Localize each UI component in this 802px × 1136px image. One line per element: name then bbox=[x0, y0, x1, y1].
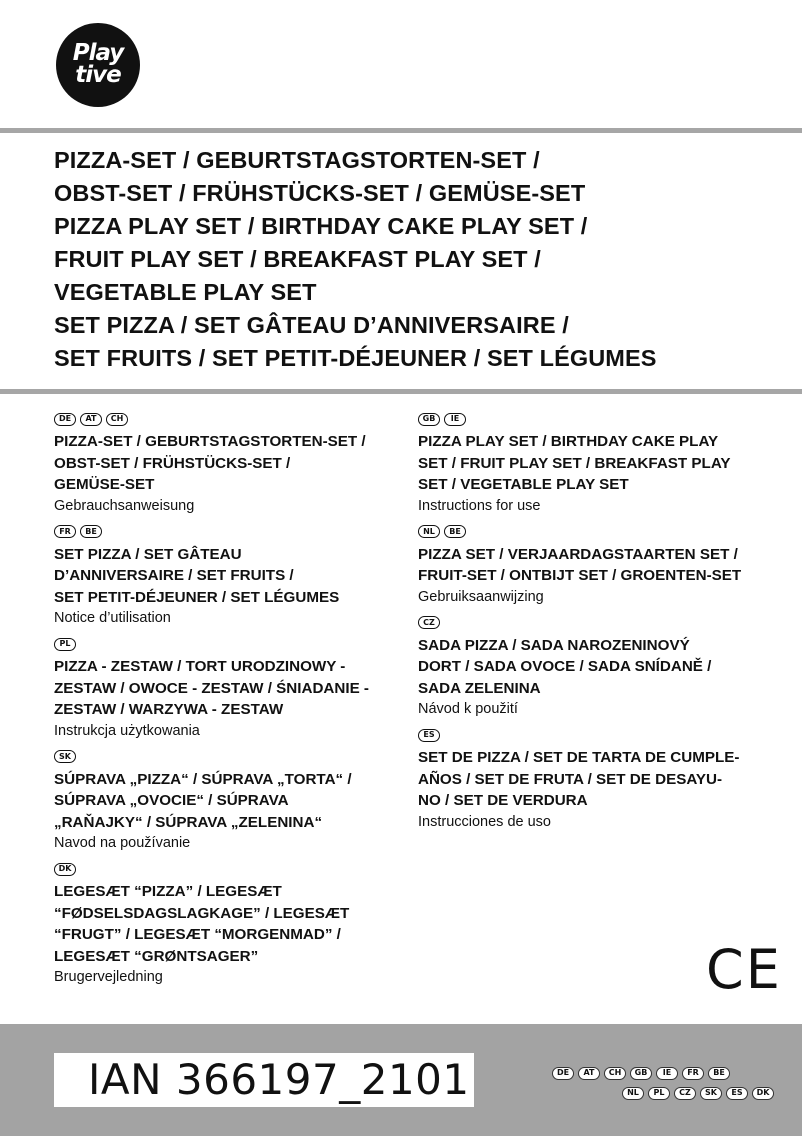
country-badges bbox=[54, 860, 414, 878]
top-divider bbox=[0, 128, 802, 133]
section-title-line: DORT / SADA OVOCE / SADA SNÍDANĚ / bbox=[418, 658, 712, 675]
section-title-line: PIZZA - ZESTAW / TORT URODZINOWY - bbox=[54, 658, 346, 675]
language-section bbox=[418, 614, 788, 721]
section-title-line: OBST-SET / FRÜHSTÜCKS-SET / bbox=[54, 454, 291, 472]
section-title-line: SADA ZELENINA bbox=[418, 679, 541, 697]
country-badge: FR bbox=[682, 1067, 704, 1080]
title-line: FRUIT PLAY SET / BREAKFAST PLAY SET / bbox=[54, 246, 541, 272]
section-subtitle: Gebrauchsanweisung bbox=[54, 497, 195, 514]
language-section bbox=[418, 726, 788, 833]
title-line: SET PIZZA / SET GÂTEAU D’ANNIVERSAIRE / bbox=[54, 312, 569, 338]
main-titles bbox=[54, 144, 794, 375]
country-badge: SK bbox=[54, 750, 76, 763]
country-badge: IE bbox=[656, 1067, 678, 1080]
section-title-line: “FRUGT” / LEGESÆT “MORGENMAD” / bbox=[54, 926, 341, 943]
country-badge: AT bbox=[578, 1067, 600, 1080]
country-badge: GB bbox=[418, 413, 440, 426]
country-badges bbox=[418, 726, 788, 744]
title-group bbox=[54, 210, 794, 309]
country-badge: FR bbox=[54, 525, 76, 538]
section-title-line: ZESTAW / WARZYWA - ZESTAW bbox=[54, 701, 284, 718]
country-badges bbox=[54, 635, 414, 653]
country-badge: CH bbox=[604, 1067, 626, 1080]
country-badge: IE bbox=[444, 413, 466, 426]
language-section bbox=[418, 410, 788, 517]
country-badge: AT bbox=[80, 413, 102, 426]
country-badge: BE bbox=[444, 525, 466, 538]
country-badge: DE bbox=[552, 1067, 574, 1080]
language-section bbox=[54, 523, 414, 630]
country-badge: SK bbox=[700, 1087, 722, 1100]
footer-badges-row-1 bbox=[552, 1063, 774, 1083]
language-section bbox=[54, 410, 414, 517]
right-column bbox=[418, 410, 788, 839]
title-line: VEGETABLE PLAY SET bbox=[54, 279, 317, 305]
section-title-line: PIZZA SET / VERJAARDAGSTAARTEN SET / bbox=[418, 545, 738, 563]
section-title-line: SET PIZZA / SET GÂTEAU bbox=[54, 545, 242, 563]
country-badges bbox=[54, 410, 414, 428]
title-line: PIZZA-SET / GEBURTSTAGSTORTEN-SET / bbox=[54, 147, 540, 173]
section-title-line: SÚPRAVA „OVOCIE“ / SÚPRAVA bbox=[54, 792, 289, 809]
section-title-line: SÚPRAVA „PIZZA“ / SÚPRAVA „TORTA“ / bbox=[54, 770, 352, 788]
country-badge: CH bbox=[106, 413, 128, 426]
section-title-line: PIZZA PLAY SET / BIRTHDAY CAKE PLAY bbox=[418, 433, 719, 450]
country-badge: DE bbox=[54, 413, 76, 426]
footer-country-badges bbox=[552, 1063, 774, 1103]
country-badges bbox=[54, 748, 414, 766]
language-section bbox=[54, 748, 414, 855]
language-section bbox=[54, 635, 414, 742]
section-title-line: NO / SET DE VERDURA bbox=[418, 792, 588, 809]
ian-box bbox=[54, 1053, 474, 1107]
country-badge: NL bbox=[622, 1087, 644, 1100]
section-subtitle: Navod na používanie bbox=[54, 835, 191, 851]
country-badges bbox=[418, 523, 788, 541]
title-line: PIZZA PLAY SET / BIRTHDAY CAKE PLAY SET / bbox=[54, 213, 588, 239]
section-title-line: LEGESÆT “PIZZA” / LEGESÆT bbox=[54, 883, 282, 900]
country-badges bbox=[418, 410, 788, 428]
section-title-line: „RAŇAJKY“ / SÚPRAVA „ZELENINA“ bbox=[54, 813, 323, 831]
title-line: OBST-SET / FRÜHSTÜCKS-SET / GEMÜSE-SET bbox=[54, 180, 586, 206]
left-column bbox=[54, 410, 414, 994]
ce-mark: CE bbox=[706, 938, 782, 1001]
logo-line-1: Play bbox=[72, 40, 124, 67]
section-title-line: SET PETIT-DÉJEUNER / SET LÉGUMES bbox=[54, 588, 340, 606]
title-group bbox=[54, 144, 794, 210]
section-subtitle: Gebruiksaanwijzing bbox=[418, 588, 544, 605]
country-badge: DK bbox=[752, 1087, 774, 1100]
section-title-line: GEMÜSE-SET bbox=[54, 476, 155, 493]
country-badge: ES bbox=[418, 729, 440, 742]
section-subtitle: Návod k použití bbox=[418, 701, 518, 717]
title-line: SET FRUITS / SET PETIT-DÉJEUNER / SET LÉGUMES bbox=[54, 345, 657, 371]
middle-divider bbox=[0, 389, 802, 394]
section-title-line: SET / VEGETABLE PLAY SET bbox=[418, 476, 629, 493]
section-title-line: D’ANNIVERSAIRE / SET FRUITS / bbox=[54, 567, 294, 584]
section-subtitle: Notice d’utilisation bbox=[54, 610, 171, 626]
country-badge: DK bbox=[54, 863, 76, 876]
language-section bbox=[418, 523, 788, 608]
ian-number: IAN 366197_2101 bbox=[88, 1055, 470, 1104]
country-badges bbox=[418, 614, 788, 632]
country-badge: GB bbox=[630, 1067, 652, 1080]
country-badge: BE bbox=[708, 1067, 730, 1080]
country-badge: CZ bbox=[674, 1087, 696, 1100]
language-section bbox=[54, 860, 414, 988]
section-title-line: “FØDSELSDAGSLAGKAGE” / LEGESÆT bbox=[54, 904, 350, 922]
country-badge: PL bbox=[54, 638, 76, 651]
country-badge: CZ bbox=[418, 616, 440, 629]
playtive-logo bbox=[56, 23, 140, 107]
country-badge: BE bbox=[80, 525, 102, 538]
section-title-line: AÑOS / SET DE FRUTA / SET DE DESAYU- bbox=[418, 770, 723, 788]
section-title-line: FRUIT-SET / ONTBIJT SET / GROENTEN-SET bbox=[418, 567, 742, 584]
footer-badges-row-2 bbox=[552, 1083, 774, 1103]
section-title-line: ZESTAW / OWOCE - ZESTAW / ŚNIADANIE - bbox=[54, 679, 369, 697]
section-subtitle: Instrukcja użytkowania bbox=[54, 722, 200, 739]
section-subtitle: Brugervejledning bbox=[54, 969, 163, 985]
section-subtitle: Instrucciones de uso bbox=[418, 813, 551, 830]
country-badge: NL bbox=[418, 525, 440, 538]
logo-line-2: tive bbox=[75, 62, 121, 88]
country-badges bbox=[54, 523, 414, 541]
section-title-line: SET DE PIZZA / SET DE TARTA DE CUMPLE- bbox=[418, 749, 740, 766]
country-badge: PL bbox=[648, 1087, 670, 1100]
section-title-line: PIZZA-SET / GEBURTSTAGSTORTEN-SET / bbox=[54, 433, 366, 450]
section-title-line: SET / FRUIT PLAY SET / BREAKFAST PLAY bbox=[418, 454, 731, 472]
section-subtitle: Instructions for use bbox=[418, 497, 541, 514]
country-badge: ES bbox=[726, 1087, 748, 1100]
section-title-line: LEGESÆT “GRØNTSAGER” bbox=[54, 947, 259, 965]
section-title-line: SADA PIZZA / SADA NAROZENINOVÝ bbox=[418, 636, 690, 654]
title-group bbox=[54, 309, 794, 375]
